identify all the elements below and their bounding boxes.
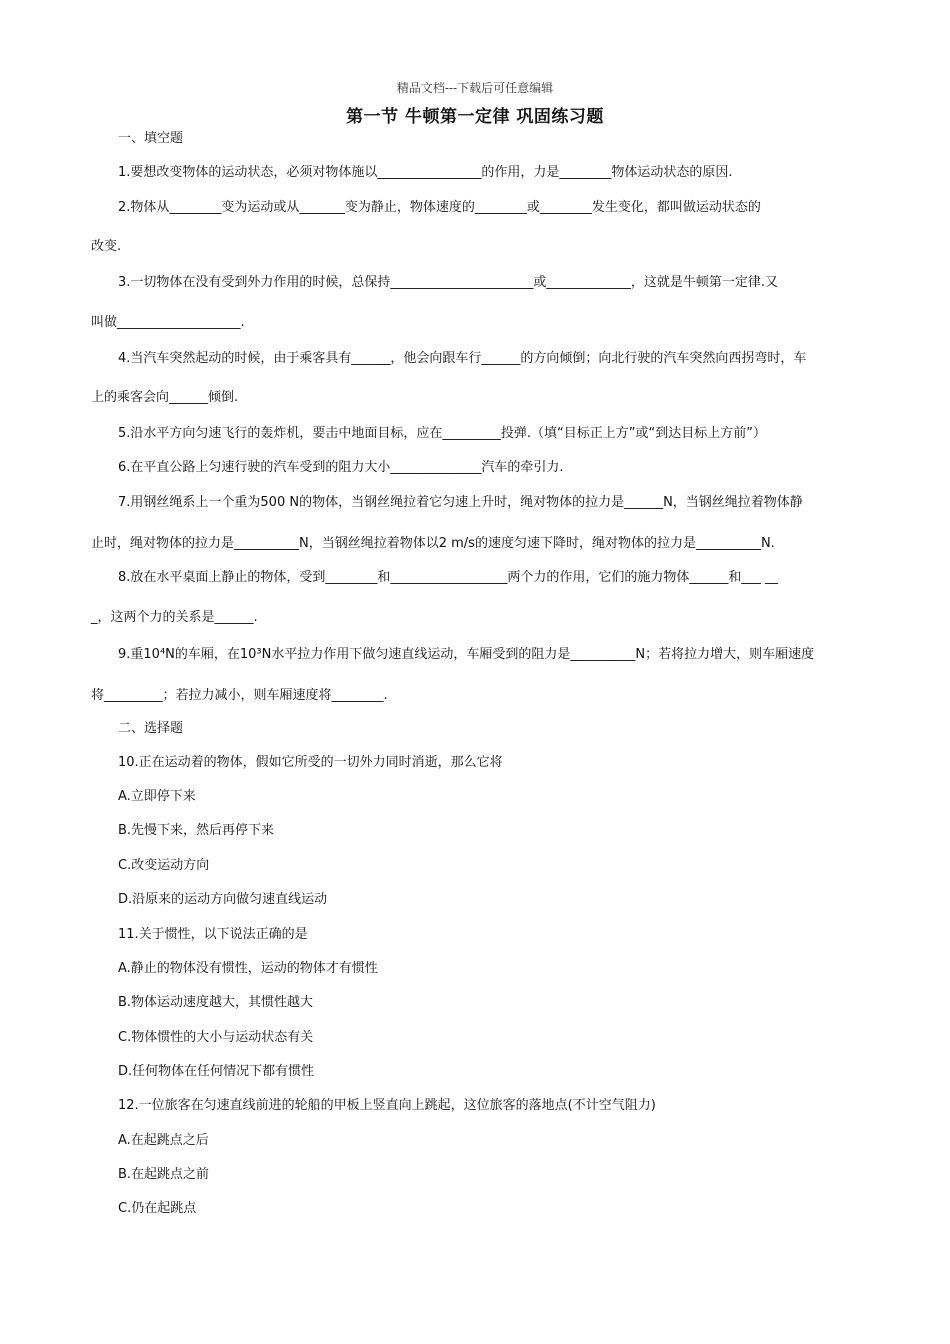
question-8: 8.放在水平桌面上静止的物体，受到________和__________________两个力的作用，它们的施力物体______和___ __ (118, 570, 779, 585)
question-11-option-b: B.物体运动速度越大，其惯性越大 (118, 995, 314, 1010)
question-10-option-b: B.先慢下来，然后再停下来 (118, 823, 275, 838)
question-9-continued: 将_________；若拉力减小，则车厢速度将________. (91, 688, 388, 703)
question-1: 1.要想改变物体的运动状态，必须对物体施以________________的作用，力是________物体运动状态的原因. (118, 165, 733, 180)
question-11-option-d: D.任何物体在任何情况下都有惯性 (118, 1064, 315, 1079)
question-11-option-a: A.静止的物体没有惯性，运动的物体才有惯性 (118, 961, 378, 976)
question-12-option-a: A.在起跳点之后 (118, 1133, 209, 1148)
question-2-continued: 改变. (91, 239, 122, 254)
question-7: 7.用钢丝绳系上一个重为500 N的物体，当钢丝绳拉着它匀速上升时，绳对物体的拉力是______N，当钢丝绳拉着物体静 (118, 495, 803, 510)
question-12: 12.一位旅客在匀速直线前进的轮船的甲板上竖直向上跳起，这位旅客的落地点(不计空气阻力) (118, 1098, 656, 1113)
question-10-option-c: C.改变运动方向 (118, 858, 210, 873)
question-10-option-a: A.立即停下来 (118, 789, 196, 804)
header-note: 精品文档---下载后可任意编辑 (396, 81, 554, 95)
question-12-option-b: B.在起跳点之前 (118, 1167, 210, 1182)
question-3-continued: 叫做___________________. (91, 315, 245, 330)
question-5: 5.沿水平方向匀速飞行的轰炸机，要击中地面目标，应在_________投弹.（填“目标正上方”或“到达目标上方前”） (118, 426, 766, 441)
section-heading-fill-in: 一、填空题 (118, 131, 184, 146)
document-title: 第一节 牛顿第一定律 巩固练习题 (346, 107, 604, 127)
question-2: 2.物体从________变为运动或从_______变为静止，物体速度的________或________发生变化，都叫做运动状态的 (118, 200, 761, 215)
question-9: 9.重10⁴N的车厢，在10³N水平拉力作用下做匀速直线运动，车厢受到的阻力是__________N；若将拉力增大，则车厢速度 (118, 647, 815, 662)
question-10-option-d: D.沿原来的运动方向做匀速直线运动 (118, 892, 328, 907)
question-3: 3.一切物体在没有受到外力作用的时候，总保持______________________或_____________，这就是牛顿第一定律.又 (118, 275, 779, 290)
question-4: 4.当汽车突然起动的时候，由于乘客具有______，他会向跟车行______的方向倾倒；向北行驶的汽车突然向西拐弯时，车 (118, 351, 807, 366)
section-heading-choice: 二、选择题 (118, 721, 184, 736)
question-11: 11.关于惯性，以下说法正确的是 (118, 927, 308, 942)
question-8-continued: _，这两个力的关系是______. (91, 610, 258, 625)
question-4-continued: 上的乘客会向______倾倒. (91, 390, 239, 405)
question-10: 10.正在运动着的物体，假如它所受的一切外力同时消逝，那么它将 (118, 755, 503, 770)
question-7-continued: 止时，绳对物体的拉力是__________N，当钢丝绳拉着物体以2 m/s的速度匀速下降时，绳对物体的拉力是__________N. (91, 536, 775, 551)
question-6: 6.在平直公路上匀速行驶的汽车受到的阻力大小______________汽车的牵引力. (118, 460, 564, 475)
question-11-option-c: C.物体惯性的大小与运动状态有关 (118, 1030, 314, 1045)
question-12-option-c: C.仍在起跳点 (118, 1201, 197, 1216)
